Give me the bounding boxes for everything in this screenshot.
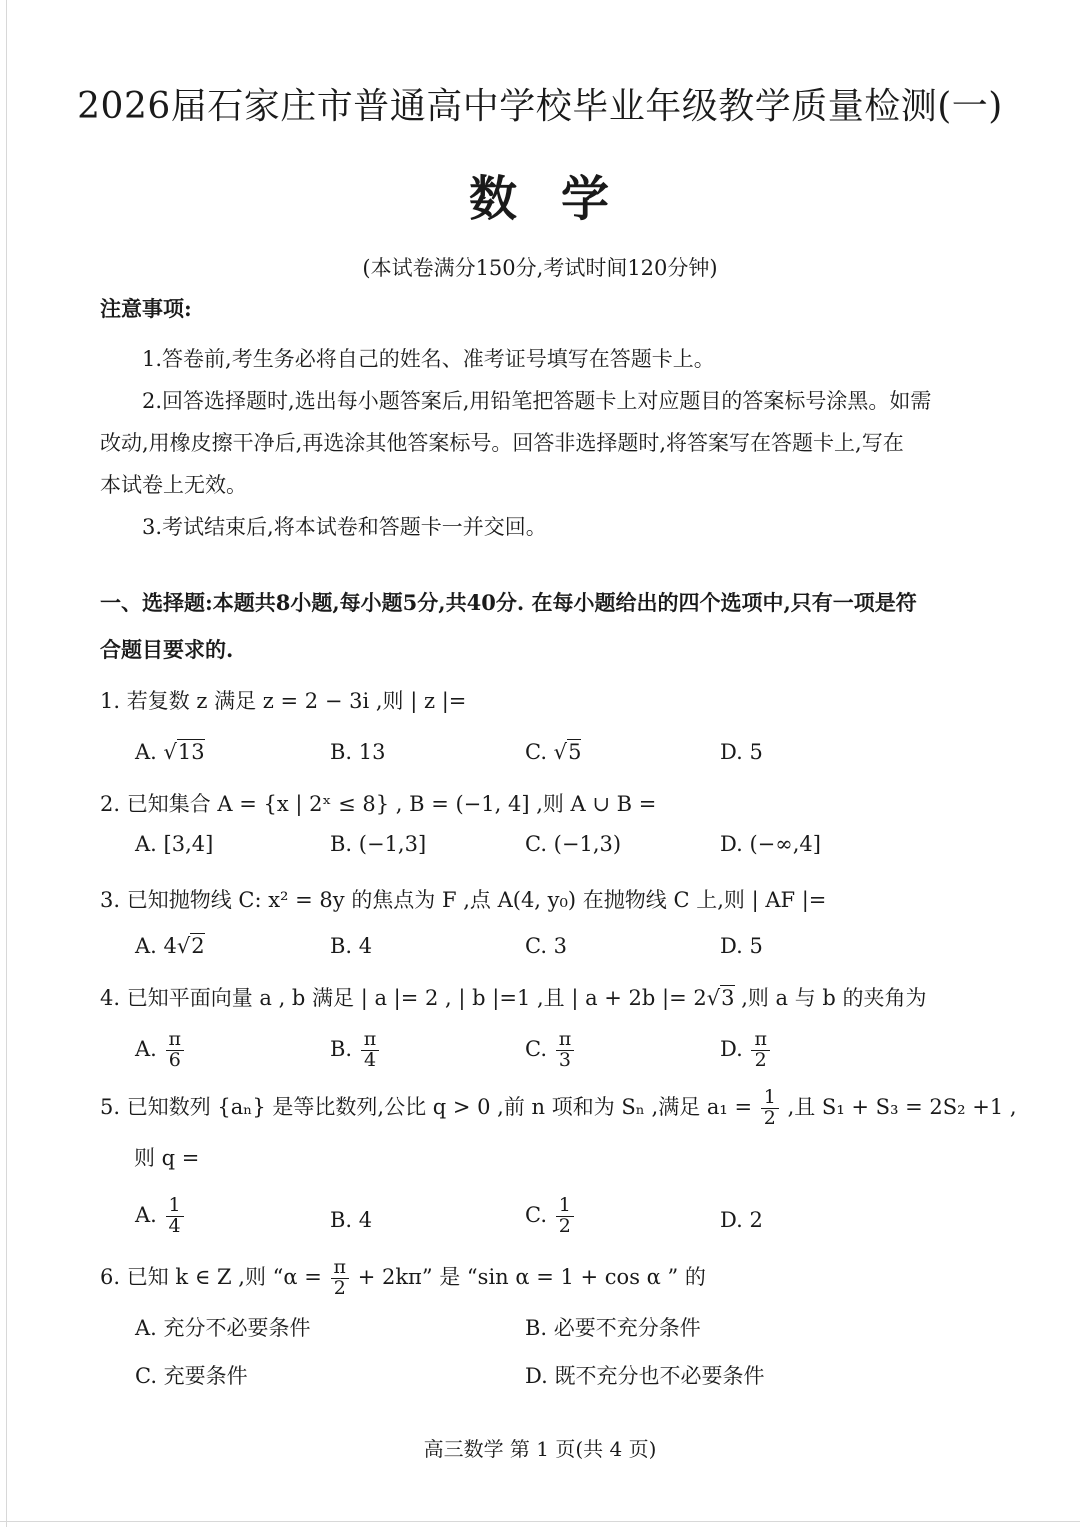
score-info: (本试卷满分150分,考试时间120分钟) <box>362 256 718 280</box>
q1-option-a: A. √13 <box>135 740 205 764</box>
notice-heading: 注意事项: <box>100 296 192 321</box>
q3-option-c: C. 3 <box>525 934 568 958</box>
q6-option-a: A. 充分不必要条件 <box>135 1316 311 1340</box>
q4-option-a: A. $\frac{\pi}{6}$ <box>135 1030 186 1071</box>
q3-option-a: A. 4√2 <box>135 934 205 958</box>
q3-option-b: B. 4 <box>330 934 373 958</box>
scan-edge-left <box>6 0 7 1527</box>
subject-char-1: 数 <box>468 171 519 227</box>
question-5-stem: 5. 已知数列 {aₙ} 是等比数列,公比 q > 0 ,前 n 项和为 Sₙ ,满足 a₁ = $\frac{1}{2}$ ,且 S₁ + S₃ = 2S₂ +1 , <box>100 1086 1017 1129</box>
q4-option-b: B. $\frac{\pi}{4}$ <box>330 1030 381 1071</box>
q1-option-b: B. 13 <box>330 740 386 764</box>
notice-item-3: 3.考试结束后,将本试卷和答题卡一并交回。 <box>142 515 547 539</box>
q4-option-d: D. $\frac{\pi}{2}$ <box>720 1030 772 1071</box>
q5-option-b: B. 4 <box>330 1208 373 1232</box>
question-2-stem: 2. 已知集合 A = {x | 2ˣ ≤ 8} , B = (−1, 4] ,则 A ∪ B = <box>100 792 657 816</box>
section-heading-line1: 一、选择题:本题共8小题,每小题5分,共40分. 在每小题给出的四个选项中,只有一项是符 <box>100 590 917 615</box>
q1-option-c: C. √5 <box>525 740 582 764</box>
q5-option-a: A. $\frac{1}{4}$ <box>135 1196 186 1237</box>
scan-edge-bottom <box>0 1521 1080 1522</box>
question-3-stem: 3. 已知抛物线 C: x² = 8y 的焦点为 F ,点 A(4, y₀) 在抛物线 C 上,则 | AF |= <box>100 888 827 912</box>
q1-option-d: D. 5 <box>720 740 763 764</box>
subject-title <box>0 160 1080 229</box>
notice-item-2: 2.回答选择题时,选出每小题答案后,用铅笔把答题卡上对应题目的答案标号涂黑。如需 <box>142 389 932 413</box>
question-6-stem: 6. 已知 k ∈ Z ,则 “α = $\frac{\pi}{2}$ + 2kπ” 是 “sin α = 1 + cos α ” 的 <box>100 1256 706 1299</box>
section-heading-line2: 合题目要求的. <box>100 637 234 662</box>
q5-option-c: C. $\frac{1}{2}$ <box>525 1196 576 1237</box>
q6-option-c: C. 充要条件 <box>135 1364 248 1388</box>
q2-option-a: A. [3,4] <box>135 832 214 856</box>
question-5-stem-line2: 则 q = <box>134 1146 200 1170</box>
exam-title: 2026届石家庄市普通高中学校毕业年级教学质量检测(一) <box>77 86 1003 127</box>
notice-item-1: 1.答卷前,考生务必将自己的姓名、准考证号填写在答题卡上。 <box>142 347 715 371</box>
page-footer: 高三数学 第 1 页(共 4 页) <box>423 1437 657 1461</box>
q2-option-d: D. (−∞,4] <box>720 832 821 856</box>
q6-option-d: D. 既不充分也不必要条件 <box>525 1364 765 1388</box>
q5-option-d: D. 2 <box>720 1208 763 1232</box>
subject-char-2: 学 <box>561 171 612 227</box>
notice-item-2-end: 本试卷上无效。 <box>100 473 247 497</box>
q2-option-c: C. (−1,3) <box>525 832 622 856</box>
q2-option-b: B. (−1,3] <box>330 832 427 856</box>
question-1-stem: 1. 若复数 z 满足 z = 2 − 3i ,则 | z |= <box>100 689 467 713</box>
q4-option-c: C. $\frac{\pi}{3}$ <box>525 1030 576 1071</box>
q3-option-d: D. 5 <box>720 934 763 958</box>
question-4-stem: 4. 已知平面向量 a , b 满足 | a |= 2 , | b |=1 ,且 | a + 2b |= 2√3 ,则 a 与 b 的夹角为 <box>100 986 927 1010</box>
notice-item-2-cont: 改动,用橡皮擦干净后,再选涂其他答案标号。回答非选择题时,将答案写在答题卡上,写在 <box>100 431 904 455</box>
q6-option-b: B. 必要不充分条件 <box>525 1316 701 1340</box>
